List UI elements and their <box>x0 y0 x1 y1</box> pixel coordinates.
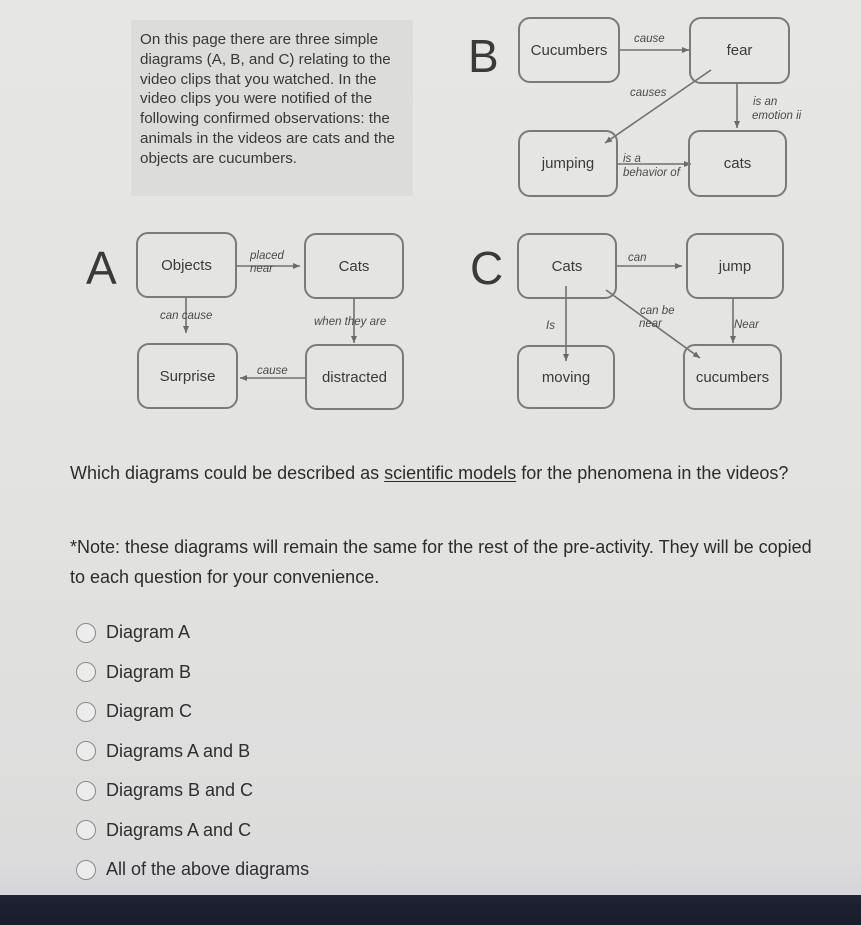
diagram-b-edge-emotion: emotion ii <box>752 110 802 122</box>
diagram-a-edge-placed: placed <box>250 250 284 262</box>
question-text-after: for the phenomena in the videos? <box>516 463 789 483</box>
option-label: Diagrams A and B <box>106 740 251 761</box>
question-text-before: Which diagrams could be described as <box>70 463 385 483</box>
option-diagram-a[interactable] <box>76 613 309 653</box>
diagram-a-node-distracted: distracted <box>305 344 404 410</box>
option-label: Diagram C <box>106 701 193 722</box>
diagram-c-node-moving: moving <box>517 345 615 409</box>
radio-button[interactable] <box>76 662 96 682</box>
question-note: *Note: these diagrams will remain the same for the rest of the pre-activity. They will be copied to each question for your convenience. <box>70 537 812 587</box>
option-diagram-b[interactable] <box>76 653 309 693</box>
diagram-b-edge-causes: causes <box>630 87 667 99</box>
question-text <box>70 458 830 488</box>
diagram-c-edge-can: can <box>628 252 647 264</box>
radio-button[interactable] <box>76 860 96 880</box>
bottom-bar <box>0 895 861 925</box>
option-diagram-c[interactable] <box>76 692 309 732</box>
diagram-b-letter: B <box>468 30 499 82</box>
diagram-a-node-objects: Objects <box>136 232 237 298</box>
diagram-c-edge-near: near <box>639 318 663 330</box>
diagram-c-edge-can-be: can be <box>640 305 675 317</box>
diagram-c-node-cats: Cats <box>517 233 617 299</box>
diagram-a-node-cats: Cats <box>304 233 404 299</box>
diagram-b-node-cucumbers: Cucumbers <box>518 17 620 83</box>
diagram-a-node-surprise: Surprise <box>137 343 238 409</box>
question-underlined-term: scientific models <box>384 463 517 483</box>
diagram-a-edge-cause: cause <box>257 365 288 377</box>
diagram-b-edge-is-a: is a <box>623 153 641 165</box>
diagram-a-letter: A <box>86 242 117 294</box>
option-diagrams-a-and-b[interactable] <box>76 732 309 772</box>
diagram-b-node-fear: fear <box>689 17 790 84</box>
option-label: Diagrams A and C <box>106 819 252 840</box>
intro-text: On this page there are three simple diagrams (A, B, and C) relating to the video clips that you watched. In the video clips you were notified of the following confirmed observations: the animals in the videos are cats and the objects are cucumbers. <box>131 20 413 196</box>
option-label: All of the above diagrams <box>106 859 310 880</box>
diagram-b-edge-cause: cause <box>634 33 665 45</box>
radio-button[interactable] <box>76 781 96 801</box>
radio-button[interactable] <box>76 702 96 722</box>
option-all-diagrams[interactable] <box>76 850 309 890</box>
answer-options <box>76 613 309 890</box>
diagram-a-edge-can-cause: can cause <box>160 310 213 322</box>
diagram-a-edge-near: near <box>250 263 274 275</box>
diagram-b-node-jumping: jumping <box>518 130 618 197</box>
diagram-c-node-jump: jump <box>686 233 784 299</box>
diagram-c-edge-near-2: Near <box>734 319 759 331</box>
diagram-b-edge-behavior-of: behavior of <box>623 167 680 179</box>
diagram-b-edge-is-an: is an <box>753 96 778 108</box>
option-label: Diagrams B and C <box>106 780 254 801</box>
radio-button[interactable] <box>76 623 96 643</box>
option-label: Diagram A <box>106 622 191 643</box>
diagram-c-edge-is: Is <box>546 320 555 332</box>
option-diagrams-a-and-c[interactable] <box>76 811 309 851</box>
radio-button[interactable] <box>76 820 96 840</box>
diagram-b-node-cats: cats <box>688 130 787 197</box>
diagram-c-node-cucumbers: cucumbers <box>683 344 782 410</box>
diagram-c-letter: C <box>470 242 504 294</box>
option-label: Diagram B <box>106 661 192 682</box>
radio-button[interactable] <box>76 741 96 761</box>
option-diagrams-b-and-c[interactable] <box>76 771 309 811</box>
diagram-a-edge-when-they-are: when they are <box>314 316 387 328</box>
